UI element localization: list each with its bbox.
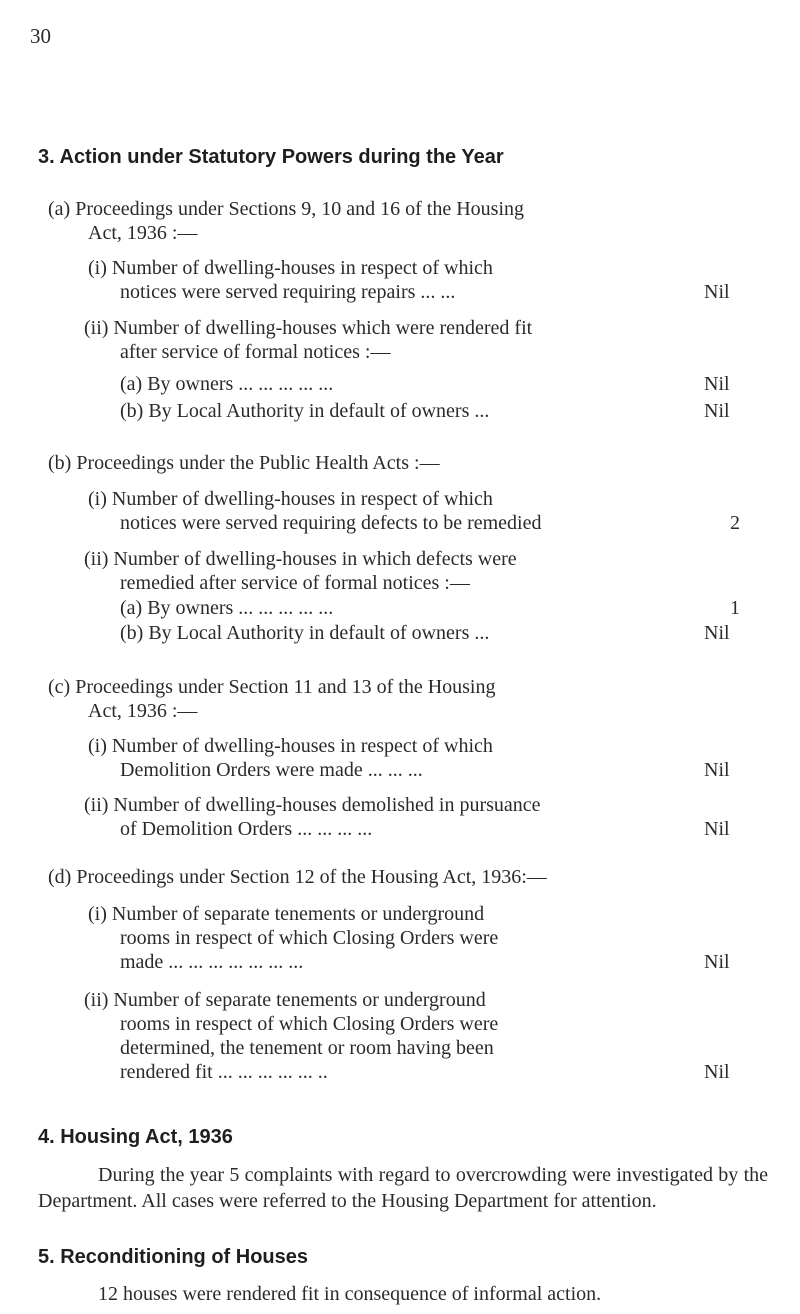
section-a-ii-a-value: Nil	[704, 373, 730, 395]
section-d-i-line2: rooms in respect of which Closing Orders were	[120, 927, 499, 949]
section-b-ii-line1: (ii) Number of dwelling-houses in which defects were	[84, 548, 517, 570]
section-b-ii-a: (a) By owners ... ... ... ... ...	[120, 597, 334, 619]
section-c-i-line2: Demolition Orders were made ... ... ...	[120, 759, 423, 781]
section-d-i-value: Nil	[704, 951, 730, 973]
section-c-ii-line2: of Demolition Orders ... ... ... ...	[120, 818, 373, 840]
section-c-title-line2: Act, 1936 :—	[88, 700, 198, 722]
section-3-heading: 3. Action under Statutory Powers during the Year	[38, 146, 504, 168]
section-d-i-line1: (i) Number of separate tenements or underground	[88, 903, 485, 925]
section-b-ii-b: (b) By Local Authority in default of owners ...	[120, 622, 490, 644]
section-a-title-line2: Act, 1936 :—	[88, 222, 198, 244]
section-c-title-line1: (c) Proceedings under Section 11 and 13 of the Housing	[48, 676, 496, 698]
section-b-ii-b-value: Nil	[704, 622, 730, 644]
section-c-ii-line1: (ii) Number of dwelling-houses demolished in pursuance	[84, 794, 541, 816]
section-c-i-value: Nil	[704, 759, 730, 781]
section-b-ii-a-value: 1	[730, 597, 740, 619]
section-b-title: (b) Proceedings under the Public Health Acts :—	[48, 452, 440, 474]
section-d-title: (d) Proceedings under Section 12 of the Housing Act, 1936:—	[48, 866, 547, 888]
section-b-i-line1: (i) Number of dwelling-houses in respect of which	[88, 488, 493, 510]
section-a-i-line1: (i) Number of dwelling-houses in respect of which	[88, 257, 493, 279]
section-5-text: 12 houses were rendered fit in consequence of informal action.	[98, 1283, 602, 1305]
section-d-ii-value: Nil	[704, 1061, 730, 1083]
section-a-ii-b: (b) By Local Authority in default of owners ...	[120, 400, 490, 422]
section-5-heading: 5. Reconditioning of Houses	[38, 1246, 309, 1268]
section-4-heading: 4. Housing Act, 1936	[38, 1126, 233, 1148]
section-a-ii-b-value: Nil	[704, 400, 730, 422]
section-a-title-line1: (a) Proceedings under Sections 9, 10 and 16 of the Housing	[48, 198, 525, 220]
section-a-ii-line1: (ii) Number of dwelling-houses which were rendered fit	[84, 317, 533, 339]
section-c-i-line1: (i) Number of dwelling-houses in respect of which	[88, 735, 493, 757]
section-d-ii-line4: rendered fit ... ... ... ... ... ..	[120, 1061, 328, 1083]
section-c-ii-value: Nil	[704, 818, 730, 840]
section-a-ii-line2: after service of formal notices :—	[120, 341, 391, 363]
section-b-ii-line2: remedied after service of formal notices :—	[120, 572, 470, 594]
page-number: 30	[30, 24, 51, 48]
section-d-ii-line3: determined, the tenement or room having been	[120, 1037, 494, 1059]
section-a-i-value: Nil	[704, 281, 730, 303]
section-4-paragraph	[38, 1162, 768, 1214]
section-4-text: During the year 5 complaints with regard to overcrowding were investigated by the Department. All cases were referred to the Housing Department for attention.	[38, 1164, 768, 1212]
section-d-i-line3: made ... ... ... ... ... ... ...	[120, 951, 304, 973]
section-a-i-line2: notices were served requiring repairs ... ...	[120, 281, 456, 303]
section-a-ii-a: (a) By owners ... ... ... ... ...	[120, 373, 334, 395]
section-b-i-value: 2	[730, 512, 740, 534]
section-d-ii-line1: (ii) Number of separate tenements or underground	[84, 989, 486, 1011]
section-d-ii-line2: rooms in respect of which Closing Orders were	[120, 1013, 499, 1035]
section-b-i-line2: notices were served requiring defects to be remedied	[120, 512, 542, 534]
